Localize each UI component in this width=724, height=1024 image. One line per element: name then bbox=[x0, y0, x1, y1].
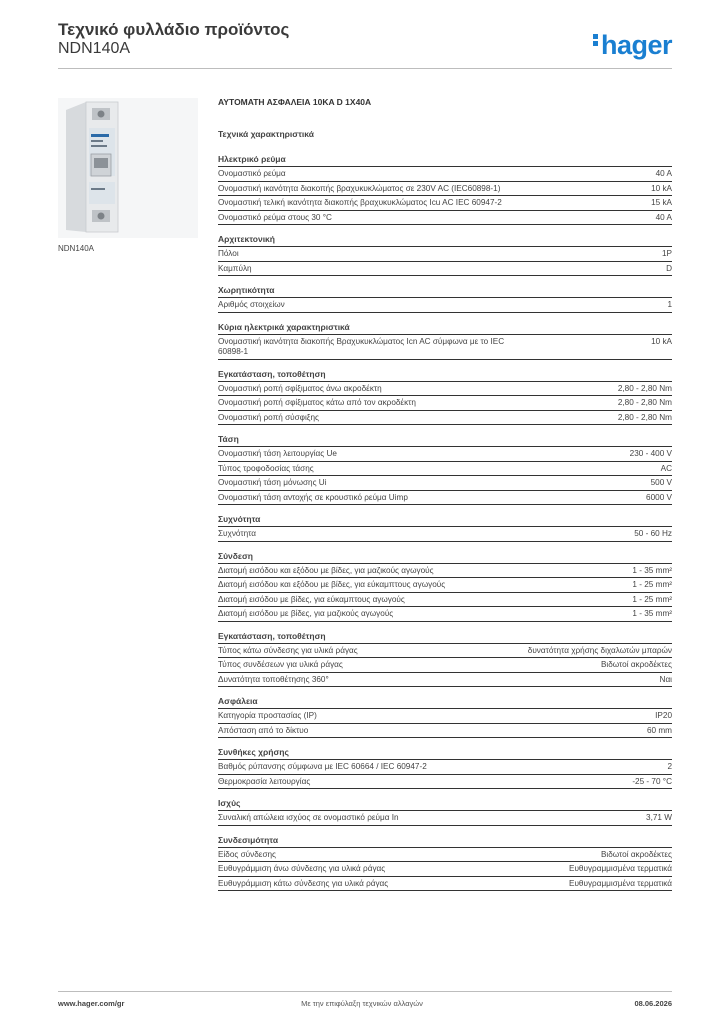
spec-value: 60 mm bbox=[646, 725, 672, 735]
spec-group-title: Ηλεκτρικό ρεύμα bbox=[218, 154, 672, 167]
spec-group bbox=[218, 285, 672, 313]
spec-label: Ονομαστικό ρεύμα bbox=[218, 169, 286, 178]
spec-group-title: Αρχιτεκτονική bbox=[218, 234, 672, 247]
spec-value: 40 A bbox=[655, 212, 672, 222]
document-title: Τεχνικό φυλλάδιο προϊόντος bbox=[58, 20, 290, 39]
spec-label: Διατομή εισόδου με βίδες, για μαζικούς αγωγούς bbox=[218, 609, 394, 618]
spec-value: 6000 V bbox=[646, 492, 672, 502]
spec-value: 1P bbox=[661, 249, 672, 258]
spec-value: 15 kA bbox=[651, 198, 672, 207]
spec-group-title: Σύνδεση bbox=[218, 551, 672, 564]
spec-row bbox=[218, 593, 672, 608]
spec-value: 2,80 - 2,80 Nm bbox=[617, 383, 672, 393]
spec-row bbox=[218, 760, 672, 775]
spec-row bbox=[218, 196, 672, 211]
spec-value: -25 - 70 °C bbox=[632, 776, 672, 786]
spec-value: Βιδωτοί ακροδέκτες bbox=[600, 849, 672, 859]
spec-label: Συχνότητα bbox=[218, 529, 257, 538]
spec-value: Ευθυγραμμισμένα τερματικά bbox=[568, 864, 672, 873]
spec-groups bbox=[218, 154, 672, 891]
spec-row bbox=[218, 877, 672, 892]
spec-value: 500 V bbox=[650, 478, 672, 487]
spec-group-title: Εγκατάσταση, τοποθέτηση bbox=[218, 631, 672, 644]
spec-group bbox=[218, 434, 672, 505]
spec-label: Διατομή εισόδου και εξόδου με βίδες, για εύκαμπτους αγωγούς bbox=[218, 580, 446, 589]
spec-row bbox=[218, 167, 672, 182]
spec-label: Ευθυγράμμιση άνω σύνδεσης για υλικά ράγας bbox=[218, 864, 386, 873]
spec-value: 1 - 25 mm² bbox=[632, 580, 672, 589]
tech-specs-heading: Τεχνικά χαρακτηριστικά bbox=[218, 129, 314, 139]
spec-value: 2,80 - 2,80 Nm bbox=[617, 398, 672, 407]
spec-label: Πόλοι bbox=[218, 249, 239, 258]
spec-label: Ονομαστική ροπή σφίξιματος άνω ακροδέκτη bbox=[218, 383, 382, 393]
spec-row bbox=[218, 644, 672, 659]
spec-row bbox=[218, 607, 672, 622]
spec-row bbox=[218, 182, 672, 197]
spec-group-title: Συνδεσιμότητα bbox=[218, 835, 672, 848]
spec-label: Τύπος τροφοδοσίας τάσης bbox=[218, 463, 314, 473]
spec-group-title: Ασφάλεια bbox=[218, 696, 672, 709]
spec-row bbox=[218, 476, 672, 491]
logo-text: hager bbox=[600, 30, 672, 60]
spec-group-title: Ισχύς bbox=[218, 798, 672, 811]
spec-row bbox=[218, 491, 672, 506]
logo-dots-icon bbox=[593, 32, 598, 48]
spec-label: Διατομή εισόδου με βίδες, για εύκαμπτους αγωγούς bbox=[218, 594, 405, 604]
spec-group bbox=[218, 551, 672, 622]
spec-content bbox=[218, 97, 672, 900]
footer-note: Με την επιφύλαξη τεχνικών αλλαγών bbox=[301, 999, 423, 1008]
spec-value: Ευθυγραμμισμένα τερματικά bbox=[568, 878, 672, 888]
product-image-caption: NDN140A bbox=[58, 244, 95, 253]
spec-group bbox=[218, 234, 672, 276]
spec-row bbox=[218, 335, 672, 360]
product-name: ΑΥΤΟΜΑΤΗ ΑΣΦΑΛΕΙΑ 10KA D 1X40A bbox=[218, 97, 372, 107]
spec-value: 10 kA bbox=[651, 336, 672, 346]
spec-label: Ονομαστικό ρεύμα στους 30 °C bbox=[218, 212, 332, 222]
product-image bbox=[58, 98, 198, 238]
spec-group-title: Χωρητικότητα bbox=[218, 285, 672, 298]
spec-label: Ονομαστική τάση αντοχής σε κρουστικό ρεύμα Uimp bbox=[218, 492, 408, 502]
hager-logo[interactable] bbox=[593, 30, 672, 61]
spec-row bbox=[218, 382, 672, 397]
spec-group bbox=[218, 798, 672, 826]
spec-value: 3,71 W bbox=[646, 813, 672, 822]
spec-group-title: Εγκατάσταση, τοποθέτηση bbox=[218, 369, 672, 382]
spec-value: 40 A bbox=[655, 169, 672, 178]
spec-label: Ονομαστική ροπή σύσφιξης bbox=[218, 412, 319, 422]
spec-label: Ονομαστική ροπή σφίξιματος κάτω από τον ακροδέκτη bbox=[218, 398, 416, 407]
spec-row bbox=[218, 247, 672, 262]
spec-label: Θερμοκρασία λειτουργίας bbox=[218, 776, 311, 786]
spec-row bbox=[218, 724, 672, 739]
spec-label: Τύπος συνδέσεων για υλικά ράγας bbox=[218, 660, 343, 669]
spec-group bbox=[218, 154, 672, 225]
spec-row bbox=[218, 447, 672, 462]
spec-group-title: Κύρια ηλεκτρικά χαρακτηριστικά bbox=[218, 322, 672, 335]
spec-value: 1 - 25 mm² bbox=[632, 594, 672, 604]
spec-label: Δυνατότητα τοποθέτησης 360° bbox=[218, 674, 329, 684]
circuit-breaker-icon bbox=[58, 98, 198, 238]
spec-value: 2,80 - 2,80 Nm bbox=[617, 412, 672, 422]
footer-website-link[interactable]: www.hager.com/gr bbox=[58, 999, 125, 1008]
spec-group bbox=[218, 696, 672, 738]
spec-group bbox=[218, 322, 672, 360]
footer-divider bbox=[58, 991, 672, 992]
spec-row bbox=[218, 658, 672, 673]
spec-label: Τύπος κάτω σύνδεσης για υλικά ράγας bbox=[218, 645, 358, 655]
spec-row bbox=[218, 396, 672, 411]
spec-label: Διατομή εισόδου και εξόδου με βίδες, για μαζικούς αγωγούς bbox=[218, 565, 434, 575]
spec-group bbox=[218, 747, 672, 789]
product-code: NDN140A bbox=[58, 40, 131, 57]
spec-label: Ονομαστική τελική ικανότητα διακοπής βραχυκυκλώματος Icu AC IEC 60947-2 bbox=[218, 198, 502, 207]
spec-value: 1 - 35 mm² bbox=[632, 565, 672, 575]
spec-label: Συναλική απώλεια ισχύος σε ονομαστικό ρεύμα In bbox=[218, 813, 399, 822]
spec-group-title: Συνθήκες χρήσης bbox=[218, 747, 672, 760]
spec-row bbox=[218, 211, 672, 226]
spec-label: Ονομαστική ικανότητα διακοπής βραχυκυκλώματος σε 230V AC (IEC60898-1) bbox=[218, 183, 501, 193]
spec-label: Ευθυγράμμιση κάτω σύνδεσης για υλικά ράγας bbox=[218, 878, 389, 888]
spec-row bbox=[218, 527, 672, 542]
spec-value: Ναι bbox=[659, 674, 672, 684]
spec-group bbox=[218, 514, 672, 542]
spec-label: Αριθμός στοιχείων bbox=[218, 300, 285, 309]
spec-row bbox=[218, 862, 672, 877]
spec-value: δυνατότητα χρήσης διχαλωτών μπαρών bbox=[527, 645, 672, 655]
spec-label: Ονομαστική ικανότητα διακοπής Βραχυκυκλώματος Icn AC σύμφωνα με το IEC 60898-1 bbox=[218, 336, 505, 356]
spec-group bbox=[218, 369, 672, 426]
spec-value: Βιδωτοί ακροδέκτες bbox=[600, 660, 672, 669]
spec-row bbox=[218, 298, 672, 313]
spec-value: AC bbox=[660, 463, 672, 473]
spec-row bbox=[218, 564, 672, 579]
spec-group bbox=[218, 631, 672, 688]
spec-row bbox=[218, 775, 672, 790]
spec-row bbox=[218, 811, 672, 826]
spec-row bbox=[218, 462, 672, 477]
spec-group bbox=[218, 835, 672, 892]
spec-value: 50 - 60 Hz bbox=[634, 529, 672, 538]
spec-row bbox=[218, 848, 672, 863]
spec-value: 1 bbox=[667, 300, 672, 309]
spec-row bbox=[218, 411, 672, 426]
spec-label: Καμπύλη bbox=[218, 263, 252, 273]
spec-row bbox=[218, 578, 672, 593]
spec-label: Ονομαστική τάση λειτουργίας Ue bbox=[218, 449, 337, 458]
spec-row bbox=[218, 673, 672, 688]
spec-label: Βαθμός ρύπανσης σύμφωνα με IEC 60664 / IEC 60947-2 bbox=[218, 762, 427, 771]
spec-row bbox=[218, 262, 672, 277]
spec-value: 10 kA bbox=[651, 183, 672, 193]
footer-date: 08.06.2026 bbox=[634, 999, 672, 1008]
spec-label: Ονομαστική τάση μόνωσης Ui bbox=[218, 478, 327, 487]
spec-label: Κατηγορία προστασίας (IP) bbox=[218, 711, 317, 720]
spec-value: 230 - 400 V bbox=[629, 449, 672, 458]
spec-value: D bbox=[666, 263, 672, 273]
spec-label: Απόσταση από το δίκτυο bbox=[218, 725, 309, 735]
spec-value: IP20 bbox=[655, 711, 672, 720]
spec-group-title: Τάση bbox=[218, 434, 672, 447]
spec-value: 1 - 35 mm² bbox=[632, 609, 672, 618]
spec-value: 2 bbox=[667, 762, 672, 771]
spec-group-title: Συχνότητα bbox=[218, 514, 672, 527]
spec-row bbox=[218, 709, 672, 724]
spec-label: Είδος σύνδεσης bbox=[218, 849, 276, 859]
header-divider bbox=[58, 68, 672, 69]
